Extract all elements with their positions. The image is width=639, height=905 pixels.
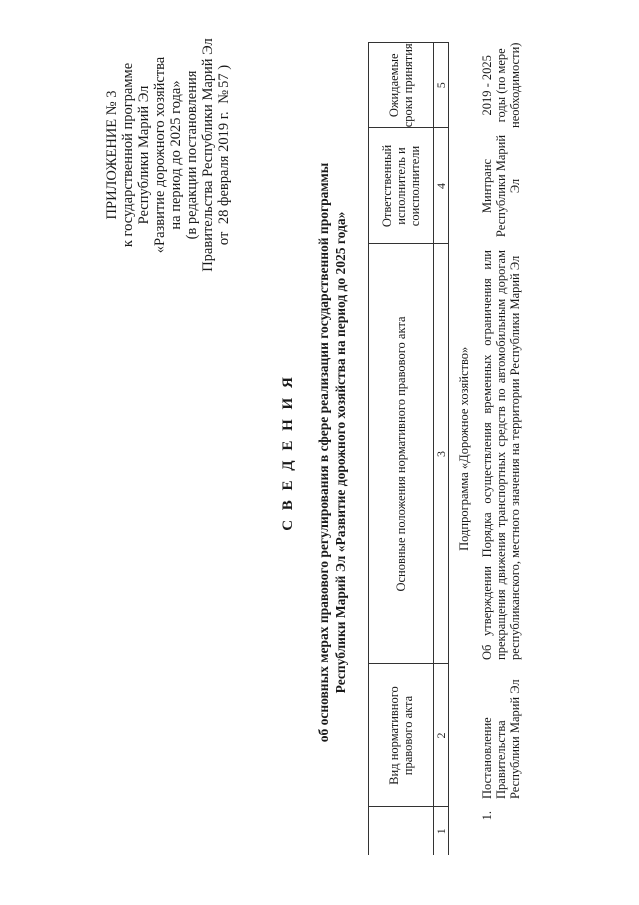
row-act-type: Постановление Правительства Республики Марий Эл <box>480 679 522 799</box>
column-number: 2 <box>434 664 449 807</box>
column-number: 5 <box>434 43 449 128</box>
header-executor: Ответственный исполнитель и соисполнители <box>369 128 434 244</box>
column-number: 3 <box>434 244 449 664</box>
header-act-type: Вид нормативного правового акта <box>369 664 434 807</box>
document-subtitle-line-2: Республики Марий Эл «Развитие дорожного хозяйства на период до 2025 года» <box>333 211 348 694</box>
section-row <box>449 43 480 855</box>
number-sign: № <box>216 89 232 104</box>
row-number: 1. <box>480 811 494 821</box>
column-number: 4 <box>434 128 449 244</box>
appendix-date-line <box>216 5 232 305</box>
row-act-content: Об утверждении Порядка осуществления временных ограничения или прекращения движения транспортных средств по автомобильным дорогам республиканского, местного значения на территории Республики Марий Эл <box>480 250 522 660</box>
table-row <box>479 43 522 855</box>
appendix-line: к государственной программе <box>120 62 136 248</box>
row-term: 2019 - 2025 годы (по мере необходимости) <box>480 42 522 128</box>
row-executor: Минтранс Республики Марий Эл <box>480 134 522 238</box>
column-number-row <box>434 43 449 855</box>
appendix-line: Республики Марий Эл <box>136 85 152 225</box>
header-act-content: Основные положения нормативного правового акта <box>369 244 434 664</box>
header-term: Ожидаемые сроки принятия <box>369 43 434 128</box>
resolution-number: 57 ) <box>216 64 232 88</box>
appendix-line: Правительства Республики Марий Эл <box>200 38 216 272</box>
appendix-line: (в редакции постановления <box>184 70 200 240</box>
document-subtitle-line-1: об основных мерах правового регулирования в сфере реализации государственной программы <box>316 162 331 743</box>
subprogram-title: Подпрограмма «Дорожное хозяйство» <box>457 346 471 551</box>
document-title: С В Е Д Е Н И Я <box>280 374 296 531</box>
appendix-block <box>104 5 232 305</box>
table-header-row <box>369 43 434 855</box>
column-number: 1 <box>434 807 449 855</box>
date-prefix: от <box>216 231 232 246</box>
appendix-line: ПРИЛОЖЕНИЕ № 3 <box>104 90 120 220</box>
header-number <box>369 807 434 855</box>
measures-table <box>368 42 522 855</box>
appendix-line: «Развитие дорожного хозяйства <box>152 56 168 254</box>
appendix-line: на период до 2025 года» <box>168 80 184 230</box>
resolution-date: 28 февраля 2019 г. <box>216 111 232 225</box>
